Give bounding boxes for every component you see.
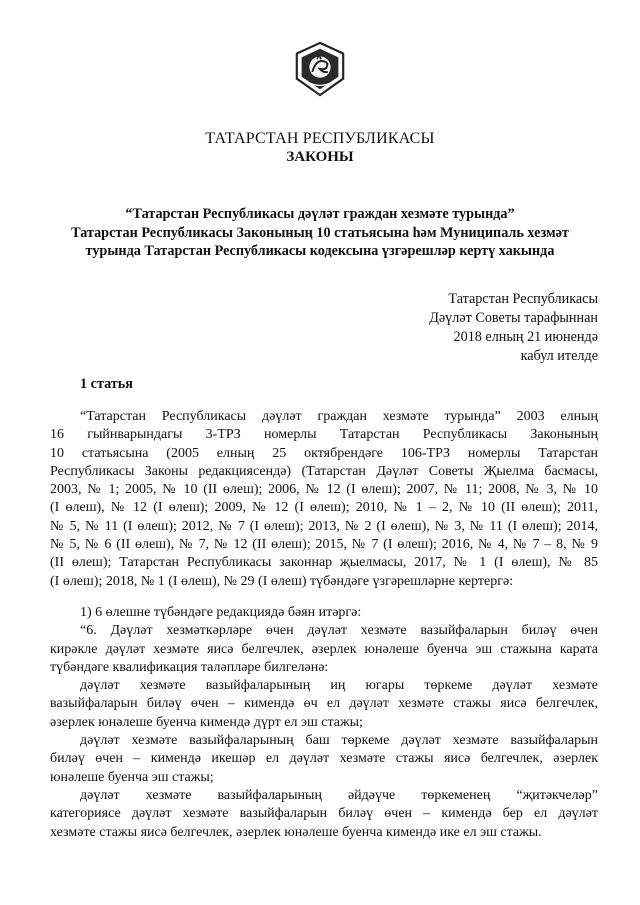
adoption-line: Дәүләт Советы тарафыннан bbox=[429, 310, 598, 326]
text-line: “6. Дәүләт хезмәткәрләре өчен дәүләт хезмәте вазыйфаларын биләү өчен bbox=[80, 623, 598, 639]
text-line: 1) 6 өлешне түбәндәге редакциядә бәян итәргә: bbox=[80, 605, 362, 620]
text-line: 16 гыйнварындагы 3-ТРЗ номерлы Татарстан Республикасы Законының bbox=[50, 427, 598, 443]
text-line: № 5, № 6 (II өлеш), № 7, № 12 (II өлеш); 2015, № 7 (I өлеш); 2016, № 4, № 7 – 8, № 9 bbox=[50, 537, 598, 553]
tatarstan-emblem-icon bbox=[291, 40, 349, 98]
text-line: 10 статьясына (2005 елның 25 октябрендәге 106-ТРЗ номерлы Татарстан bbox=[50, 445, 598, 461]
paragraph-2 bbox=[50, 604, 598, 842]
header-republic: ТАТАРСТАН РЕСПУБЛИКАСЫ bbox=[205, 130, 435, 147]
document-title bbox=[40, 205, 600, 261]
title-line: Татарстан Республикасы Законының 10 статьясына һәм Муниципаль хезмәт bbox=[71, 224, 569, 241]
text-line: 2003, № 1; 2005, № 10 (II өлеш); 2006, № 12 (I өлеш); 2007, № 11; 2008, № 3, № 10 bbox=[50, 482, 598, 498]
text-line: “Татарстан Республикасы дәүләт граждан хезмәте турында” 2003 елның bbox=[80, 409, 598, 424]
adoption-note bbox=[360, 290, 598, 366]
text-line: категориясе дәүләт хезмәте вазыйфаларын биләү өчен – кимендә бер ел дәүләт bbox=[50, 806, 598, 822]
adoption-line: кабул ителде bbox=[520, 348, 598, 364]
adoption-line: Татарстан Республикасы bbox=[448, 291, 598, 307]
text-line: (II өлеш); Татарстан Республикасы законнар җыелмасы, 2017, № 1 (I өлеш), № 85 bbox=[50, 555, 598, 571]
text-line: түбәндәге квалификация таләпләре билгеләнә: bbox=[50, 659, 329, 675]
adoption-line: 2018 елның 21 июнендә bbox=[453, 329, 598, 345]
text-line: Республикасы Законы редакциясендә) (Татарстан Дәүләт Советы Җыелма басмасы, bbox=[50, 463, 598, 479]
text-line: дәүләт хезмәте вазыйфаларының иң югары төркеме дәүләт хезмәте bbox=[80, 678, 598, 694]
text-line: дәүләт хезмәте вазыйфаларының баш төркеме дәүләт хезмәте вазыйфаларын bbox=[80, 733, 598, 749]
text-line: кирәкле дәүләт хезмәте яисә белгечлек, әзерлек юнәлеше буенча эш стажына карата bbox=[50, 641, 598, 657]
text-line: (I өлеш); 2018, № 1 (I өлеш), № 29 (I өлеш) түбәндәге үзгәрешләрне кертергә: bbox=[50, 573, 514, 589]
paragraph-1 bbox=[50, 408, 598, 591]
article-heading: 1 статья bbox=[80, 376, 133, 392]
title-line: турында Татарстан Республикасы кодексына үзгәрешләр кертү хакында bbox=[85, 243, 555, 259]
header-law: ЗАКОНЫ bbox=[286, 149, 354, 165]
text-line: биләү өчен – кимендә икешәр ел дәүләт хезмәте стажы яисә белгечлек, әзерлек bbox=[50, 751, 598, 767]
text-line: дәүләт хезмәте вазыйфаларының әйдәүче төркеменең “җитәкчеләр” bbox=[80, 787, 598, 803]
text-line: хезмәте стажы яисә белгечлек, әзерлек юнәлеше буенча кимендә ике ел эш стажы. bbox=[50, 824, 542, 840]
text-line: № 5, № 11 (I өлеш); 2012, № 7 (I өлеш); 2013, № 2 (I өлеш), № 3, № 11 (I өлеш); 2014, bbox=[50, 518, 598, 534]
text-line: вазыйфаларын биләү өчен – кимендә өч ел дәүләт хезмәте стажы яисә белгечлек, bbox=[50, 696, 598, 712]
text-line: юнәлеше буенча эш стажы; bbox=[50, 769, 214, 785]
text-line: әзерлек юнәлеше буенча кимендә дүрт ел эш стажы; bbox=[50, 714, 363, 730]
title-line: “Татарстан Республикасы дәүләт граждан хезмәте турында” bbox=[125, 206, 515, 222]
text-line: (I өлеш), № 12 (I өлеш); 2009, № 12 (I өлеш); 2010, № 1 – 2, № 10 (II өлеш); 2011, bbox=[50, 500, 598, 516]
